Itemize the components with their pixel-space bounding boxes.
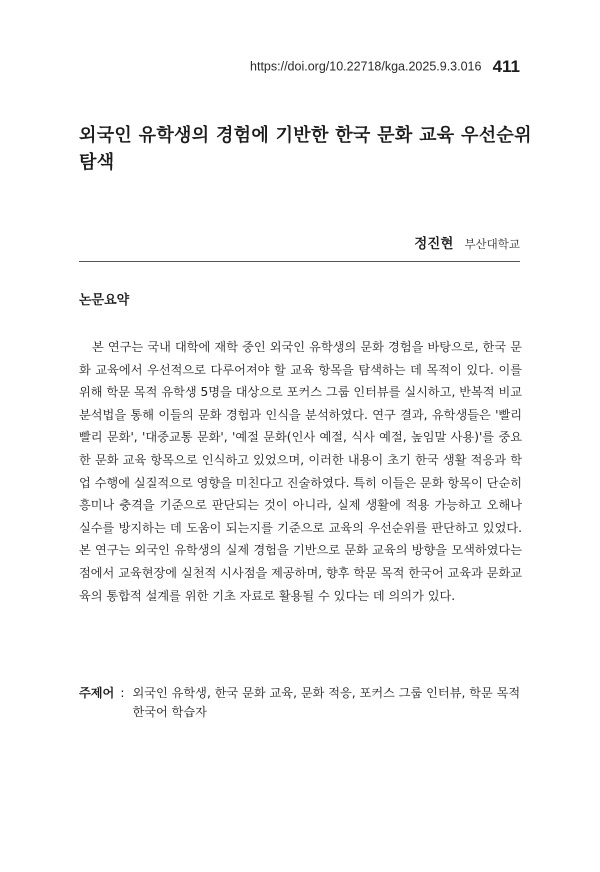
abstract-heading: 논문요약 — [79, 293, 130, 308]
author-block — [414, 232, 520, 252]
page-number: 411 — [492, 56, 520, 76]
keywords-text: 외국인 유학생, 한국 문화 교육, 문화 적응, 포커스 그룹 인터뷰, 학문 목적 한국어 학습자 — [132, 686, 521, 719]
header-divider — [79, 261, 520, 262]
page-header — [250, 56, 520, 77]
doi-link[interactable]: https://doi.org/10.22718/kga.2025.9.3.016 — [250, 59, 482, 74]
keywords-label: 주제어 — [79, 686, 115, 700]
author-name: 정진현 — [414, 236, 454, 252]
author-affiliation: 부산대학교 — [464, 237, 520, 251]
keywords-block — [79, 684, 522, 722]
keywords-separator: : — [120, 686, 125, 700]
paper-title: 외국인 유학생의 경험에 기반한 한국 문화 교육 우선순위 탐색 — [79, 125, 532, 173]
abstract-body: 본 연구는 국내 대학에 재학 중인 외국인 유학생의 문화 경험을 바탕으로, 한국 문화 교육에서 우선적으로 다루어져야 할 교육 항목을 탐색하는 데 목적이 있다. 이를 위해 학문 목적 유학생 5명을 대상으로 포커스 그룹 인터뷰를 실시하고, 반복적 비교분석법을 통해 이들의 문화 경험과 인식을 분석하였다. 연구 결과, 유학생들은 '빨리빨리 문화', '대중교통 문화', '예절 문화(인사 예절, 식사 예절, 높임말 사용)'를 중요한 문화 교육 항목으로 인식하고 있었으며, 이러한 내용이 초기 한국 생활 적응과 학업 수행에 실질적으로 영향을 미친다고 진술하였다. 특히 이들은 문화 항목이 단순히 흥미나 충격을 기준으로 판단되는 것이 아니라, 실제 생활에 적용 가능하고 오해나 실수를 방지하는 데 도움이 되는지를 기준으로 교육의 우선순위를 판단하고 있었다. 본 연구는 외국인 유학생의 실제 경험을 기반으로 문화 교육의 방향을 모색하였다는 점에서 교육현장에 실천적 시사점을 제공하며, 향후 학문 목적 한국어 교육과 문화교육의 통합적 설계를 위한 기초 자료로 활용될 수 있다는 데 의의가 있다. — [79, 340, 522, 603]
